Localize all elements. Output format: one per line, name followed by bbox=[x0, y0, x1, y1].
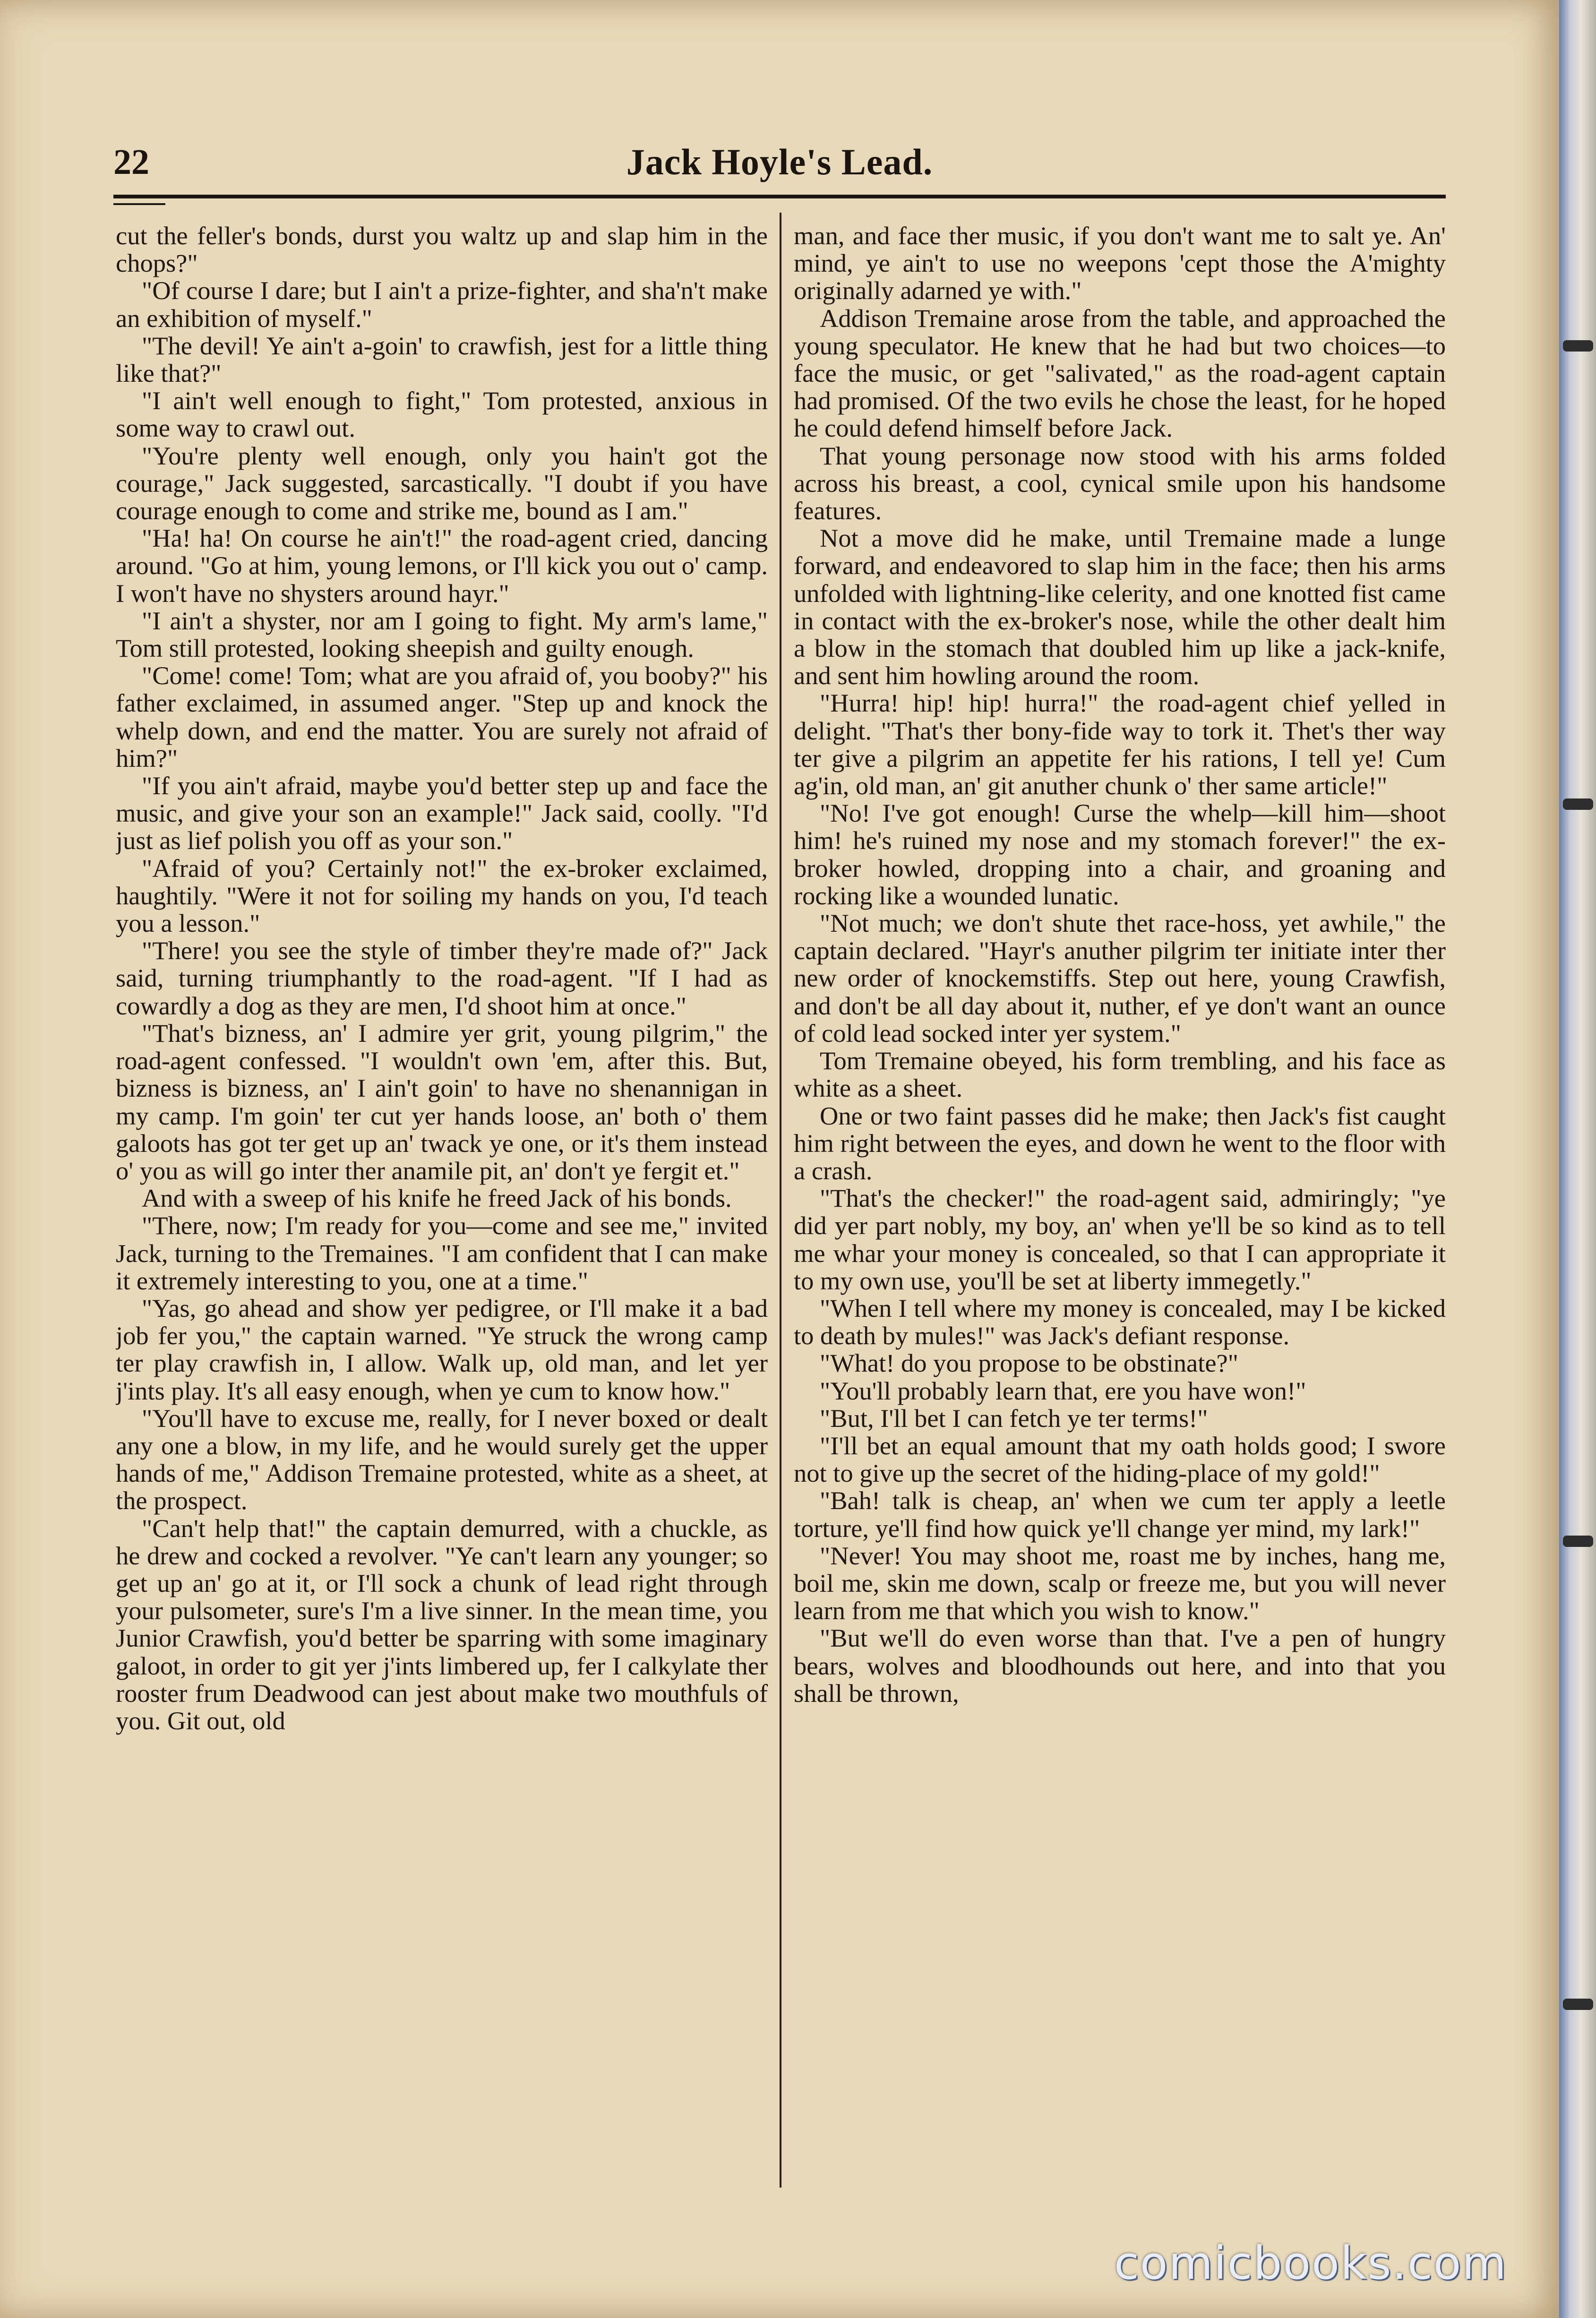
paragraph: "The devil! Ye ain't a-goin' to crawfish, jest for a little thing like that?" bbox=[116, 331, 768, 388]
paragraph: One or two faint passes did he make; then Jack's fist caught him right between the eyes, and down he went to the floor with a crash. bbox=[794, 1101, 1446, 1185]
paragraph: "You'll have to excuse me, really, for I never boxed or dealt any one a blow, in my life, and he would surely get the upper hands of me," Addison Tremaine protested, white as a sheet, at the prospect. bbox=[116, 1403, 768, 1515]
paragraph: "I ain't a shyster, nor am I going to fight. My arm's lame," Tom still protested, looking sheepish and guilty enough. bbox=[116, 606, 768, 663]
watermark: comicbooks.com bbox=[1114, 2237, 1507, 2290]
binding-spine bbox=[1559, 0, 1596, 2318]
paragraph: "Come! come! Tom; what are you afraid of, you booby?" his father exclaimed, in assumed anger. "Step up and knock the whelp down, and end the matter. You are surely not afraid of him?" bbox=[116, 661, 768, 773]
paragraph: "Ha! ha! On course he ain't!" the road-agent cried, dancing around. "Go at him, young lemons, or I'll kick you out o' camp. I won't have no shysters around hayr." bbox=[116, 524, 768, 608]
paragraph: "Can't help that!" the captain demurred, with a chuckle, as he drew and cocked a revolver. "Ye can't learn any younger; so get up an' go at it, or I'll sock a chunk of lead right through your pulsometer, sure's I'm a live sinner. In the mean time, you Junior Crawfish, you'd better be sparring with some imaginary galoot, in order to git yer j'ints limbered up, fer I calkylate ther rooster frum Deadwood can jest about make two mouthfuls of you. Git out, old bbox=[116, 1513, 768, 1735]
paragraph: "You'll probably learn that, ere you have won!" bbox=[820, 1376, 1306, 1405]
left-column bbox=[116, 222, 768, 2188]
staple bbox=[1563, 1536, 1593, 1547]
paragraph: "But we'll do even worse than that. I've a pen of hungry bears, wolves and bloodhounds out here, and into that you shall be thrown, bbox=[794, 1623, 1446, 1708]
page-number: 22 bbox=[113, 142, 149, 182]
right-column bbox=[794, 222, 1446, 2188]
paragraph: And with a sweep of his knife he freed Jack of his bonds. bbox=[142, 1184, 732, 1213]
paragraph: "Not much; we don't shute thet race-hoss, yet awhile," the captain declared. "Hayr's anuther pilgrim ter initiate inter ther new order of knockemstiffs. Step out here, young Crawfish, and don't be all day about it, nuther, ef ye don't want an ounce of cold lead socked inter yer system." bbox=[794, 909, 1446, 1047]
paragraph: "Bah! talk is cheap, an' when we cum ter apply a leetle torture, ye'll find how quick ye'll change yer mind, my lark!" bbox=[794, 1486, 1446, 1543]
paragraph: "I'll bet an equal amount that my oath holds good; I swore not to give up the secret of the hiding-place of my gold!" bbox=[794, 1431, 1446, 1488]
paragraph: "Hurra! hip! hip! hurra!" the road-agent chief yelled in delight. "That's ther bony-fide way to tork it. Thet's ther way ter give a pilgrim an appetite fer his rations, I tell ye! Cum ag'in, old man, an' git anuther chunk o' ther same article!" bbox=[794, 688, 1446, 800]
staple bbox=[1563, 1999, 1593, 2010]
paragraph: Addison Tremaine arose from the table, and approached the young speculator. He knew that he had but two choices—to face the music, or get "salivated," as the road-agent captain had promised. Of the two evils he chose the least, for he hoped he could defend himself before Jack. bbox=[794, 303, 1446, 443]
paragraph: "There! you see the style of timber they're made of?" Jack said, turning triumphantly to the road-agent. "If I had as cowardly a dog as they are men, I'd shoot him at once." bbox=[116, 936, 768, 1020]
paragraph: "Afraid of you? Certainly not!" the ex-broker exclaimed, haughtily. "Were it not for soiling my hands on you, I'd teach you a lesson." bbox=[116, 853, 768, 938]
header-rule bbox=[113, 195, 1446, 198]
paragraph: "No! I've got enough! Curse the whelp—kill him—shoot him! he's ruined my nose and my stomach forever!" the ex-broker howled, dropping into a chair, and groaning and rocking like a wounded lunatic. bbox=[794, 798, 1446, 910]
column-divider bbox=[780, 213, 781, 2188]
paragraph: "Never! You may shoot me, roast me by inches, hang me, boil me, skin me down, scalp or freeze me, but you will never learn from me that which you wish to know." bbox=[794, 1541, 1446, 1625]
paragraph: "You're plenty well enough, only you hain't got the courage," Jack suggested, sarcastically. "I doubt if you have courage enough to come and strike me, bound as I am." bbox=[116, 441, 768, 525]
running-title: Jack Hoyle's Lead. bbox=[626, 141, 933, 182]
paragraph: "Of course I dare; but I ain't a prize-fighter, and sha'n't make an exhibition of myself." bbox=[116, 276, 768, 333]
paragraph: "I ain't well enough to fight," Tom protested, anxious in some way to crawl out. bbox=[116, 386, 768, 443]
paragraph: Not a move did he make, until Tremaine made a lunge forward, and endeavored to slap him in the face; then his arms unfolded with lightning-like celerity, and one knotted fist came in contact with the ex-broker's nose, while the other dealt him a blow in the stomach that doubled him up like a jack-knife, and sent him howling around the room. bbox=[794, 524, 1446, 690]
paragraph: That young personage now stood with his arms folded across his breast, a cool, cynical smile upon his handsome features. bbox=[794, 441, 1446, 525]
paragraph: "There, now; I'm ready for you—come and see me," invited Jack, turning to the Tremaines. "I am confident that I can make it extremely interesting to you, one at a time." bbox=[116, 1211, 768, 1295]
page-header bbox=[113, 132, 1446, 189]
paragraph: "When I tell where my money is concealed, may I be kicked to death by mules!" was Jack's defiant response. bbox=[794, 1293, 1446, 1350]
paragraph: cut the feller's bonds, durst you waltz up and slap him in the chops?" bbox=[116, 222, 768, 278]
paragraph: "That's bizness, an' I admire yer grit, young pilgrim," the road-agent confessed. "I wouldn't own 'em, after this. But, bizness is bizness, an' I ain't goin' to have no shenannigan in my camp. I'm goin' ter cut yer hands loose, an' both o' them galoots has got ter get up an' twack ye one, or it's them instead o' you as will go inter ther anamile pit, an' don't ye fergit et." bbox=[116, 1018, 768, 1185]
paragraph: man, and face ther music, if you don't want me to salt ye. An' mind, ye ain't to use no weepons 'cept those the A'mighty originally adarned ye with." bbox=[794, 222, 1446, 305]
paragraph: "That's the checker!" the road-agent said, admiringly; "ye did yer part nobly, my boy, an' when ye'll be so kind as to tell me whar your money is concealed, so that I can appropriate it to my own use, you'll be set at liberty immegetly." bbox=[794, 1184, 1446, 1295]
paragraph: "If you ain't afraid, maybe you'd better step up and face the music, and give your son an example!" Jack said, coolly. "I'd just as lief polish you off as your son." bbox=[116, 771, 768, 855]
header-rule-short bbox=[113, 203, 165, 205]
paragraph: Tom Tremaine obeyed, his form trembling, and his face as white as a sheet. bbox=[794, 1046, 1446, 1103]
staple bbox=[1563, 798, 1593, 810]
staple bbox=[1563, 340, 1593, 352]
paragraph: "Yas, go ahead and show yer pedigree, or I'll make it a bad job fer you," the captain warned. "Ye struck the wrong camp ter play crawfish in, I allow. Walk up, old man, and let yer j'ints play. It's all easy enough, when ye cum to know how." bbox=[116, 1293, 768, 1405]
paragraph: "What! do you propose to be obstinate?" bbox=[820, 1348, 1238, 1378]
paragraph: "But, I'll bet I can fetch ye ter terms!" bbox=[820, 1403, 1208, 1433]
